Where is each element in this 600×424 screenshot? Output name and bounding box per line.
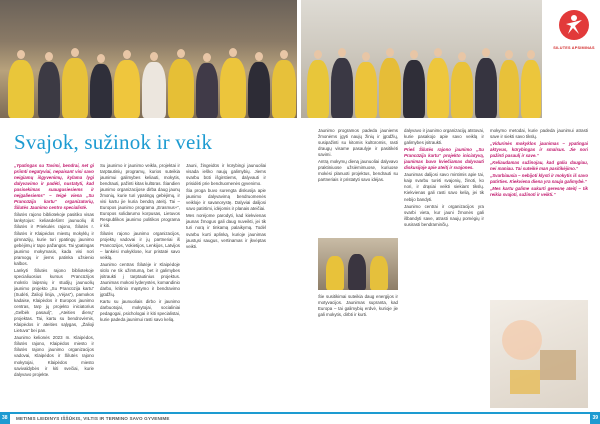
- lead-paragraph: „Ypatingas su Tavimi, bendrai, net gi priimti negatyviai, nepaisant visi savo neigiamų išgyvenimų, kylama lygi dalyvavimo ir padėti, nustatyti, kad pasisekimas suaugusiesiems ir neįgaliesiems“ – teigė viena „Su Prancūzija kartu“ organizatorių, Šilutės Jaunimo centro specialistė.: [14, 163, 94, 211]
- footer: [0, 412, 600, 424]
- body-paragraph: Antrą mokymų dieną jaunuoliai dalyvavo praktiniuose užsiėmimuose, kuriuose mokėsi planuoti projektus, bendrauti su partneriais ir pristatyti savo idėjas.: [318, 159, 398, 183]
- page-number-right: 39: [592, 415, 598, 421]
- body-paragraph: Mes norėjome parodyti, kad kiekvienas jaunas žmogus gali daug nuveikti, jei tik turi norą ir tinkamą palaikymą. Todėl svarbu kurti aplinką, kurioje jaunimas jaustųsi saugus, vertinamas ir įkvėptas veikti.: [186, 213, 266, 249]
- body-paragraph: Jaunimo programos padeda jauniems žmonėms įgyti naujų žinių ir įgūdžių, susipažinti su kitomis kultūromis, rasti draugų visame pasaulyje ir pasitikėti savimi.: [318, 128, 398, 158]
- text-column-6: [490, 128, 588, 298]
- body-paragraph: Jaunimas dalijosi savo mintimis apie tai, kaip svarbu turėti svajonių, žinoti, ko nori, ir drąsiai veikti siekiant tikslų. Kiekvienas gali rasti savo kelią, jei tik nebijo bandyti.: [404, 172, 484, 202]
- quote: „Mes kartu galime sukurti geresnę ateitį – tik reikia svajoti, sužinoti ir veikti.“: [490, 186, 588, 198]
- body-paragraph: Šilutės rajono bibliotekoje pasitiko visas lankytojus: keliasdešimt jaunuolių iš Šilutės ir Priekulės rajono, Šilutės r. Šilutės ir Klaipėdos miestų mokyklų ir gimnazijų, kurie turi ypatingų jaunimo gebėjimų ir tapo pažangūs. Tai ypatingas jaunimo mokymasis, kada visi nori pramogų ir jiems patinka užsienio kalbos.: [14, 212, 94, 266]
- body-paragraph: Jauni, žingeidūs ir kūrybingi jaunuoliai visada ieško naujų galimybių. Jiems svarbu būti išgirstiems, dalyvauti ir prisidėti prie bendruomenės gyvenimo.: [186, 163, 266, 187]
- footer-text: METINIS LEIDINYS IŠŠŪKIS, VILTIS IR TERMINO SAVO GYVENIME: [16, 416, 170, 421]
- body-paragraph: mokymo metodai, kurie padeda jaunimui atrasti save ir siekti savo tikslų.: [490, 128, 588, 140]
- group-photo-left: [0, 0, 297, 118]
- page-number-left: 38: [2, 415, 8, 421]
- body-paragraph: Jaunimo centras Šilutėje ir Klaipėdoje siūlo ne tik užimtumą, bet ir galimybes įsitraukti į tarptautinius projektus. Jaunimas mokosi lyderystės, komandinio darbo, kritinio mąstymo ir bendravimo įgūdžių.: [100, 261, 180, 297]
- logo-text: SILUTES APSIMINAS: [553, 46, 595, 50]
- quote: „Keliaudamas sužinojau, kad galiu daugiau, nei maniau. Tai suteikė man pasitikėjimo.“: [490, 160, 588, 172]
- body-paragraph: Kartu su jaunuoliais dirbo ir jaunimo darbuotojai, mokytojai, socialiniai pedagogai, psichologai ir kiti specialistai, kurie padeda jaunimui rasti savo kelią.: [100, 299, 180, 323]
- text-column-3: [186, 163, 266, 410]
- photo-mentors: [318, 238, 398, 290]
- body-paragraph: Jaunimo centrai ir organizacijos yra svarbi vieta, kur jauni žmonės gali išbandyti save, atrasti naujų pomėgių ir susirasti bendraminčių.: [404, 203, 484, 227]
- quote: „Svarbiausia – nebijoti klysti ir mokytis iš savo patirties. Kiekviena diena yra nauja galimybė.“: [490, 173, 588, 185]
- photo-activity: [490, 300, 588, 408]
- text-column-2: [100, 163, 180, 410]
- text-column-1: [14, 163, 94, 410]
- body-paragraph: dalyvavo ir jaunimo organizacijų atstovai, kurie pasakojo apie savo veiklą ir galimybes įsitraukti.: [404, 128, 484, 146]
- body-paragraph: Jaunimo kelionės 2023 m. Klaipėdos, Šilutės rajono, Klaipėdos miesto ir Šilutės rajono jaunimo organizacijos vadovai, Klaipėdos ir Šilutės rajono mokytojai, Klaipėdos miesto savivaldybės ir kiti svečiai, kurie dalyvavo projekte.: [14, 335, 94, 377]
- body-paragraph: Su jaunimo ir jaunimo veikla, projektai ir tarptautinių programų, kurios suteikia jaunimui galimybes keliauti, mokytis, bendrauti, pažinti kitas kultūras. Šiandien jaunimo organizacijose dirba daug jaunų žmonių, kurie turi ypatingų gebėjimų, ir visi kartu jie kuria bendrą ateitį. Tai – Europos jaunimo programa „Erasmus+“, Europos solidarumo korpusas, Lietuvos Respublikos jaunimo politikos programa ir kiti.: [100, 163, 180, 229]
- page-title: Svajok, sužinok ir veik: [14, 130, 213, 154]
- text-column-5: [404, 128, 484, 410]
- logo-icon: [559, 10, 589, 40]
- text-column-4: [318, 128, 398, 233]
- body-paragraph: Šie susitikimai suteikia daug energijos ir motyvacijos. Jaunimas supranta, kad Europa – tai galimybių erdvė, kurioje jie gali mokytis, dirbti ir kurti.: [318, 294, 398, 318]
- body-paragraph: Lankyti Šilutės rajono bibliotekoje specialiuosius kursus Prancūzijos mokslo laipsnių ir studijų jaunuolių jaunimo projekto „Su Prancūzija kartu“ (Sudėti, Žalioji linija, „Vėjas“), pamokos kadaise, Klaipėdos ir Europos jaunimo centras, tarp jų projekto iniciatorius „Gelbėk pasaulį“, „Ateities dienų“ projektas. Tai, kartu su bendrovėmis, Klaipėdos ir ateities sąlygas, „Žalioji Lietuva“ bei pan.: [14, 267, 94, 334]
- body-paragraph: Šilutės rajono jaunimo organizacijos, projektų vadovai ir jų partneriai iš Prancūzijos, Vokietijos, Lenkijos, Latvijos – lankėsi mokyklose, kur pristatė savo veiklą.: [100, 230, 180, 260]
- quote: „Vidurinės mokyklos jaunimas – ypatingai aktyvus, kūrybingas ir smalsus. Jie nori pažinti pasaulį ir save.“: [490, 141, 588, 159]
- quote: Prieš Šilutės rajono jaunimo „Su Prancūzija kartu“ projekto iniciatyvą, jaunimas buvo kviečiamas dalyvauti diskusijoje apie ateitį ir svajones.: [404, 147, 484, 171]
- body-paragraph: Šia proga buvo surengta diskusija apie jaunimo dalyvavimą bendruomenės veikloje ir savanorystę. Dalyviai dalijosi savo patirtimi, idėjomis ir planais ateičiai.: [186, 188, 266, 212]
- group-photo-right: [301, 0, 542, 118]
- text-column-4b: [318, 294, 398, 410]
